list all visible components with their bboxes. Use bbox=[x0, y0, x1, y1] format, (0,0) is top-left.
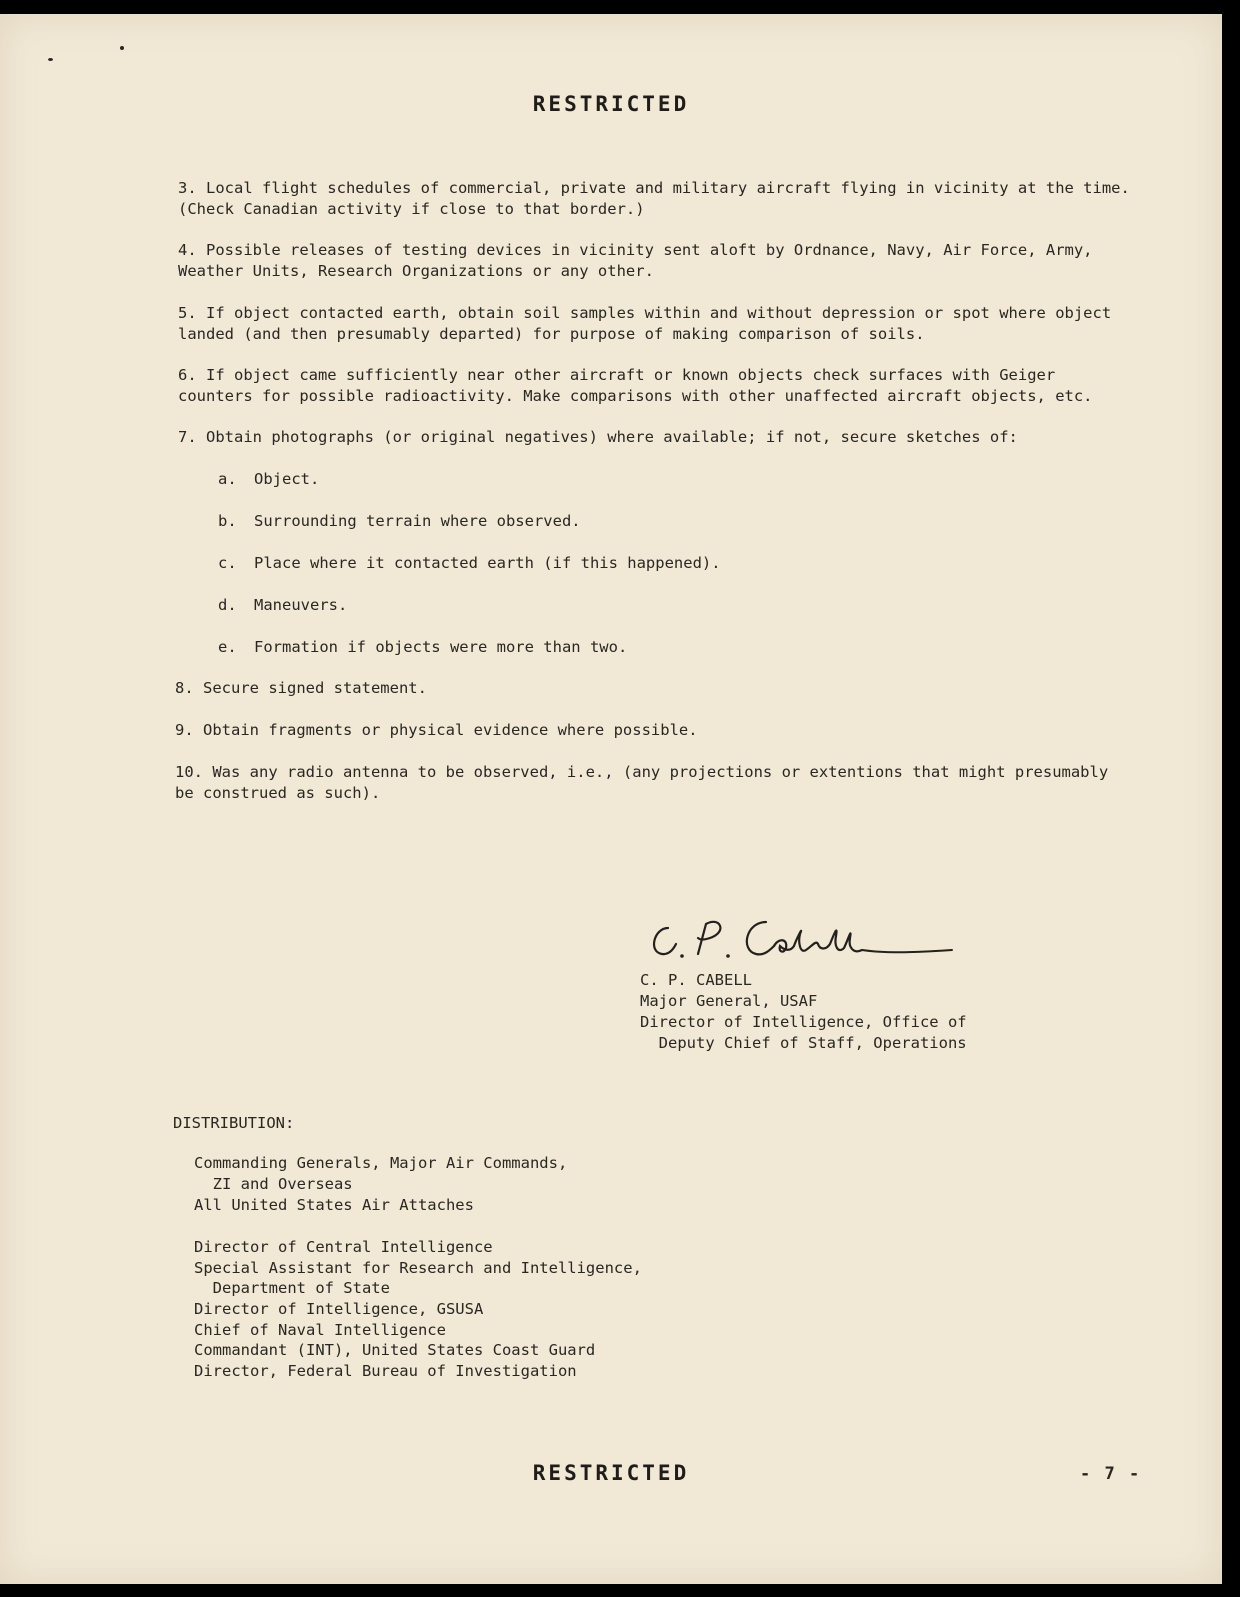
document-body bbox=[0, 14, 1222, 1584]
signatory-title-line1: Director of Intelligence, Office of bbox=[640, 1013, 967, 1031]
classification-header: RESTRICTED bbox=[532, 92, 690, 116]
signature-block bbox=[640, 970, 967, 1054]
distribution-item: Commandant (INT), United States Coast Guard bbox=[194, 1341, 596, 1359]
paragraph-4: 4. Possible releases of testing devices in vicinity sent aloft by Ordnance, Navy, Air Force, Army, Weather Units, Research Organizations or any other. bbox=[178, 241, 1093, 280]
distribution-item: Director, Federal Bureau of Investigation bbox=[194, 1362, 577, 1380]
distribution-item: Director of Intelligence, GSUSA bbox=[194, 1300, 484, 1318]
sketch-item-letter: d. bbox=[218, 596, 237, 614]
paragraph-5: 5. If object contacted earth, obtain soil samples within and without depression or spot where object landed (and then presumably departed) for purpose of making comparison of soils. bbox=[178, 304, 1112, 343]
paragraph-6: 6. If object came sufficiently near other aircraft or known objects check surfaces with Geiger counters for possible radioactivity. Make comparisons with other unaffected aircraft objects, etc. bbox=[178, 366, 1093, 405]
distribution-item: Department of State bbox=[194, 1279, 390, 1297]
sketch-item bbox=[218, 595, 347, 616]
sketch-item-letter: a. bbox=[218, 470, 237, 488]
distribution-item: ZI and Overseas bbox=[194, 1175, 353, 1193]
sketch-item-text: Object. bbox=[254, 470, 320, 488]
paragraph-7: 7. Obtain photographs (or original negatives) where available; if not, secure sketches of: bbox=[178, 428, 1018, 446]
sketch-item-text: Surrounding terrain where observed. bbox=[254, 512, 581, 530]
distribution-item: Chief of Naval Intelligence bbox=[194, 1321, 446, 1339]
signatory-rank: Major General, USAF bbox=[640, 992, 818, 1010]
distribution-item: Director of Central Intelligence bbox=[194, 1238, 493, 1256]
classification-footer: RESTRICTED bbox=[532, 1461, 690, 1485]
sketch-item-letter: e. bbox=[218, 638, 237, 656]
sketch-item-text: Formation if objects were more than two. bbox=[254, 638, 628, 656]
sketch-item bbox=[218, 637, 627, 658]
sketch-item bbox=[218, 511, 581, 532]
paragraph-8: 8. Secure signed statement. bbox=[175, 679, 427, 697]
distribution-item: Commanding Generals, Major Air Commands, bbox=[194, 1154, 568, 1172]
distribution-item: Special Assistant for Research and Intelligence, bbox=[194, 1259, 642, 1277]
sketch-item bbox=[218, 553, 721, 574]
paper-speck bbox=[48, 58, 53, 61]
signatory-title-line2: Deputy Chief of Staff, Operations bbox=[640, 1034, 967, 1052]
paragraph-10: 10. Was any radio antenna to be observed, i.e., (any projections or extentions that might presumably be construed as such). bbox=[175, 763, 1109, 802]
paper-speck bbox=[120, 46, 124, 50]
page-number: - 7 - bbox=[1080, 1464, 1142, 1484]
sketch-item-letter: c. bbox=[218, 554, 237, 572]
sketch-item-text: Place where it contacted earth (if this happened). bbox=[254, 554, 721, 572]
paragraph-9: 9. Obtain fragments or physical evidence where possible. bbox=[175, 721, 698, 739]
sketch-item-letter: b. bbox=[218, 512, 237, 530]
distribution-item: All United States Air Attaches bbox=[194, 1196, 474, 1214]
distribution-heading: DISTRIBUTION: bbox=[173, 1114, 295, 1132]
signature-text: C. P. Cabell bbox=[640, 895, 756, 914]
sketch-item bbox=[218, 469, 319, 490]
document-page bbox=[0, 14, 1222, 1584]
paragraph-3: 3. Local flight schedules of commercial, private and military aircraft flying in vicinity at the time. (Check Canadian activity if close to that border.) bbox=[178, 179, 1130, 218]
sketch-item-text: Maneuvers. bbox=[254, 596, 348, 614]
signatory-name: C. P. CABELL bbox=[640, 971, 752, 989]
signature-image bbox=[640, 895, 960, 970]
